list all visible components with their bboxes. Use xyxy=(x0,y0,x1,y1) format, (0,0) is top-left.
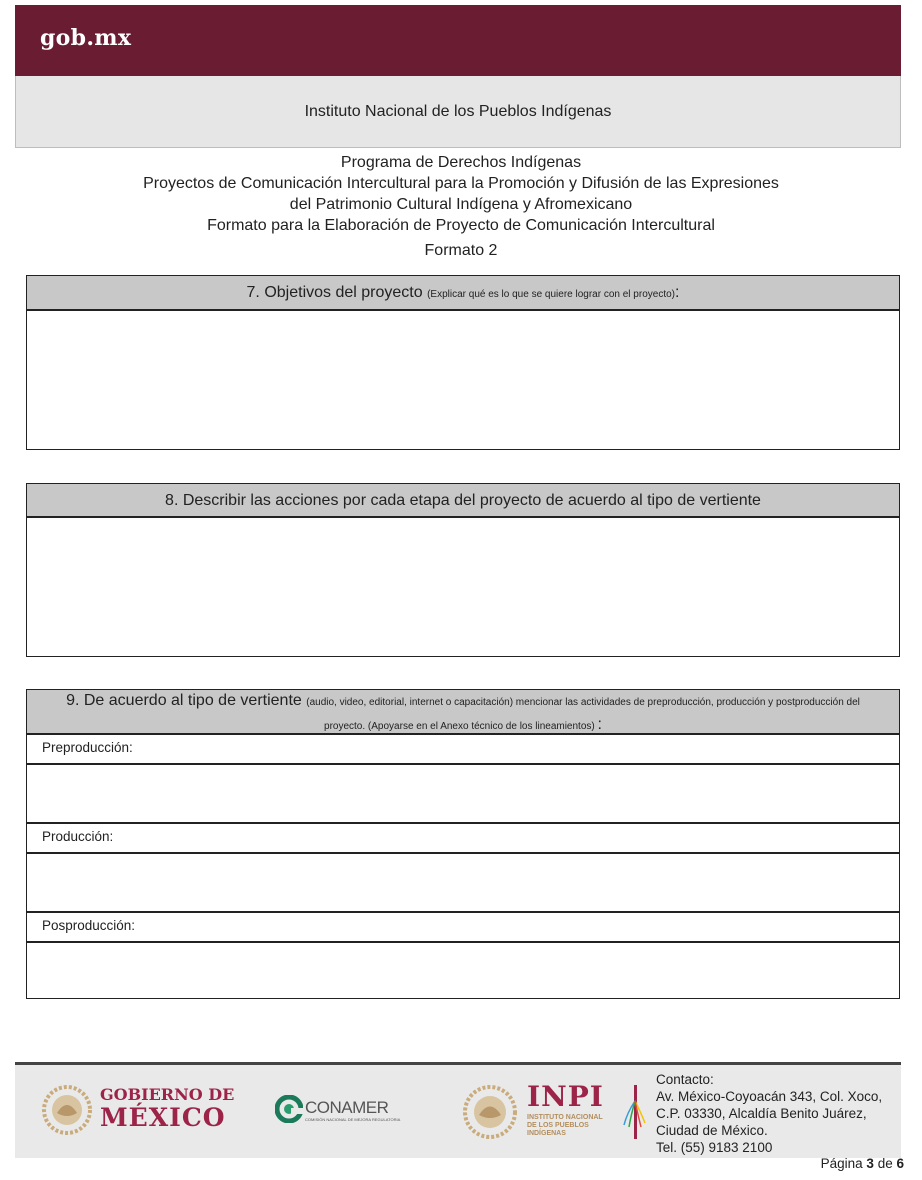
conamer-subtitle: COMISIÓN NACIONAL DE MEJORA REGULATORIA xyxy=(305,1117,401,1122)
mexico-coat-of-arms-icon xyxy=(42,1085,92,1135)
section-8-input-area[interactable] xyxy=(27,518,899,654)
project-title-line-2: del Patrimonio Cultural Indígena y Afromexicano xyxy=(289,196,633,213)
conamer-name: CONAMER xyxy=(305,1098,389,1117)
section-7-title: 7. Objetivos del proyecto xyxy=(246,284,428,301)
section-9-title: 9. De acuerdo al tipo de vertiente xyxy=(66,692,307,709)
gov-logo-line-2: MÉXICO xyxy=(100,1103,226,1132)
inpi-sub-line-1: INSTITUTO NACIONAL xyxy=(527,1114,603,1121)
inpi-coat-of-arms-icon xyxy=(460,1085,520,1140)
inpi-sub-line-3: INDÍGENAS xyxy=(527,1130,566,1137)
contact-address-1: Av. México-Coyoacán 343, Col. Xoco, xyxy=(656,1089,883,1104)
section-7-hint: (Explicar qué es lo que se quiere lograr con el proyecto) xyxy=(427,289,675,300)
preproduction-label: Preproducción: xyxy=(27,735,899,765)
contact-info xyxy=(656,1071,882,1156)
preproduction-input[interactable] xyxy=(27,765,899,824)
section-9-hint: (audio, video, editorial, internet o capacitación) mencionar las actividades de preproducción, producción y postproducción del proyecto. (Apoyarse en el Anexo técnico de los lineamientos) xyxy=(306,697,860,732)
postproduction-input[interactable] xyxy=(27,943,899,999)
gob-mx-logo: gob.mx xyxy=(40,25,132,51)
inpi-subtitle xyxy=(527,1114,604,1138)
section-7-input-area[interactable] xyxy=(27,311,899,447)
page-total: 6 xyxy=(896,1156,904,1171)
gob-header-bar xyxy=(15,5,901,76)
gobierno-de-mexico-logo xyxy=(100,1087,234,1130)
institution-band xyxy=(15,76,901,148)
program-title: Programa de Derechos Indígenas xyxy=(340,154,582,171)
page-of: de xyxy=(877,1156,893,1171)
inpi-name: INPI xyxy=(527,1080,604,1113)
section-9-activities xyxy=(26,689,900,999)
footer xyxy=(15,1062,901,1158)
section-7-objectives xyxy=(26,275,900,450)
production-label: Producción: xyxy=(27,824,899,854)
institution-name: Instituto Nacional de los Pueblos Indígenas xyxy=(304,103,612,120)
contact-city: Ciudad de México. xyxy=(656,1123,768,1138)
section-7-header xyxy=(27,276,899,311)
inpi-logo xyxy=(527,1080,604,1138)
page-number xyxy=(821,1156,904,1171)
section-7-colon: : xyxy=(675,284,680,301)
contact-address-2: C.P. 03330, Alcaldía Benito Juárez, xyxy=(656,1106,867,1121)
section-9-colon: : xyxy=(597,716,602,733)
section-8-header xyxy=(27,484,899,518)
document-titles xyxy=(0,152,922,261)
page-current: 3 xyxy=(866,1156,874,1171)
section-9-header xyxy=(27,690,899,735)
section-8-title: 8. Describir las acciones por cada etapa del proyecto de acuerdo al tipo de vertiente xyxy=(165,492,761,509)
production-input[interactable] xyxy=(27,854,899,913)
page-label: Página xyxy=(820,1156,863,1171)
format-number: Formato 2 xyxy=(424,242,498,259)
inpi-ribbon-icon xyxy=(621,1083,649,1143)
conamer-icon xyxy=(275,1095,303,1123)
gov-logo-line-1: GOBIERNO DE xyxy=(100,1085,235,1104)
section-8-actions xyxy=(26,483,900,657)
postproduction-label: Posproducción: xyxy=(27,913,899,943)
contact-phone: Tel. (55) 9183 2100 xyxy=(656,1140,773,1155)
project-title-line-1: Proyectos de Comunicación Intercultural para la Promoción y Difusión de las Expresiones xyxy=(143,175,779,192)
contact-heading: Contacto: xyxy=(656,1072,714,1087)
format-description: Formato para la Elaboración de Proyecto de Comunicación Intercultural xyxy=(207,217,715,234)
inpi-sub-line-2: DE LOS PUEBLOS xyxy=(527,1122,589,1129)
